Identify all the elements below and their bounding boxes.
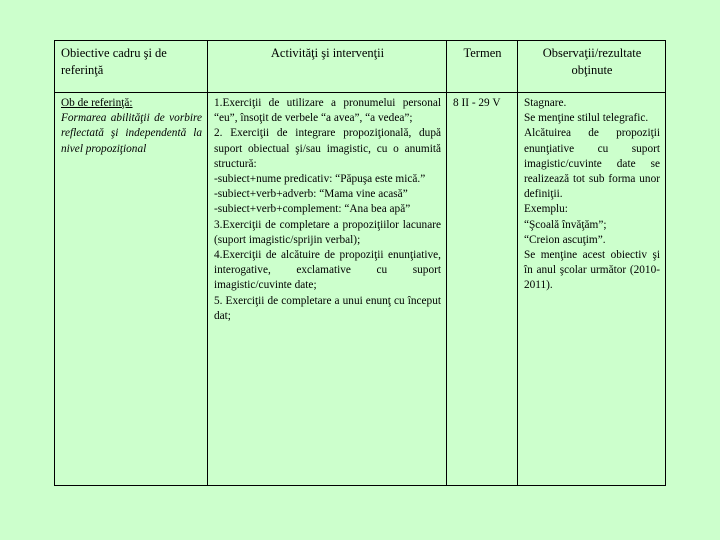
term-value: 8 II - 29 V — [453, 97, 501, 109]
observation-list — [524, 96, 660, 294]
activity-item: 3.Exerciţii de completare a propoziţiilor lacunare (suport imagistic/sprijin verbal); — [214, 218, 441, 246]
objective-title: Ob de referinţă: — [61, 97, 133, 109]
objectives-cell — [55, 93, 208, 486]
activity-item: 1.Exerciţii de utilizare a pronumelui personal “eu”, însoţit de verbele “a avea”, “a vedea”; — [214, 97, 441, 125]
observation-item: Stagnare. — [524, 97, 567, 109]
observation-item: Exemplu: — [524, 203, 568, 216]
activity-item: -subiect+verb+adverb: “Mama vine acasă” — [214, 188, 408, 201]
header-term: Termen — [447, 41, 518, 93]
plan-table — [54, 40, 666, 486]
observation-item: Se menţine acest obiectiv şi în anul şcolar următor (2010-2011). — [524, 249, 660, 292]
observations-cell — [518, 93, 666, 486]
header-objectives: Obiective cadru şi de referinţă — [55, 41, 208, 93]
observation-item: “Şcoală învăţăm”; — [524, 218, 607, 231]
activity-item: -subiect+verb+complement: “Ana bea apă” — [214, 203, 411, 216]
header-observations: Observaţii/rezultate obţinute — [518, 41, 666, 93]
observation-item: Se menţine stilul telegrafic. — [524, 112, 649, 125]
objective-text: Formarea abilităţii de vorbire reflectată şi independentă la nivel propoziţional — [61, 112, 202, 155]
activity-item: 5. Exerciţii de completare a unui enunţ cu început dat; — [214, 294, 441, 322]
table-row — [55, 93, 666, 486]
observation-item: “Creion ascuţim”. — [524, 233, 606, 246]
activity-item: 4.Exerciţii de alcătuire de propoziţii enunţiative, interogative, exclamative cu suport imagistic/cuvinte date; — [214, 249, 441, 292]
activities-cell — [208, 93, 447, 486]
observation-item: Alcătuirea de propoziţii enunţiative cu suport imagistic/cuvinte date se realizează tot sub forma unor definiţii. — [524, 127, 660, 201]
term-cell — [447, 93, 518, 486]
activity-item: -subiect+nume predicativ: “Păpuşa este mică.” — [214, 173, 426, 186]
header-activities: Activităţi şi intervenţii — [208, 41, 447, 93]
table-header-row — [55, 41, 666, 93]
activity-list — [214, 96, 441, 324]
activity-item: 2. Exerciţii de integrare propoziţională, după suport obiectual şi/sau imagistic, cu o anumită structură: — [214, 127, 441, 170]
